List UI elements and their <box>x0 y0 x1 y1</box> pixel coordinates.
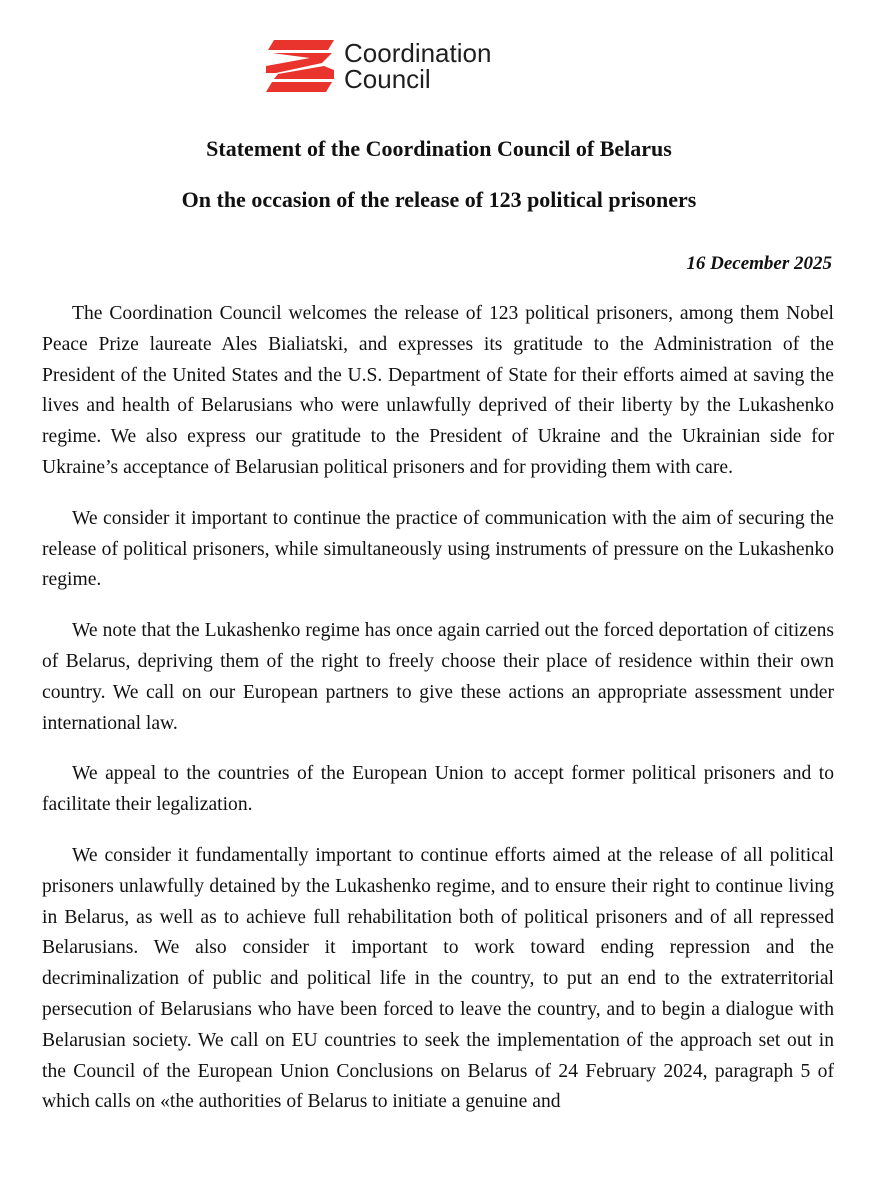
statement-subtitle: On the occasion of the release of 123 political prisoners <box>181 187 697 212</box>
paragraph-1: The Coordination Council welcomes the release of 123 political prisoners, among them Nobel Peace Prize laureate Ales Bialiatski, and expresses its gratitude to the Administration of the President of the United States and the U.S. Department of State for their efforts aimed at saving the lives and health of Belarusians who were unlawfully deprived of their liberty by the Lukashenko regime. We also express our gratitude to the President of Ukraine and the Ukrainian side for Ukraine’s acceptance of Belarusian political prisoners and for providing them with care. <box>42 303 834 478</box>
statement-body <box>42 299 834 1138</box>
paragraph-2: We consider it important to continue the practice of communication with the aim of securing the release of political prisoners, while simultaneously using instruments of pressure on the Lukashenko regime. <box>42 507 834 591</box>
statement-date: 16 December 2025 <box>686 253 832 274</box>
logo-text <box>344 40 491 92</box>
logo-line-2: Council <box>344 64 431 94</box>
logo <box>266 40 491 92</box>
coordination-council-logo-icon <box>266 40 334 92</box>
statement-title: Statement of the Coordination Council of Belarus <box>206 136 672 161</box>
paragraph-5: We consider it fundamentally important to continue efforts aimed at the release of all political prisoners unlawfully detained by the Lukashenko regime, and to ensure their right to continue living in Belarus, as well as to achieve full rehabilitation both of political prisoners and of all repressed Belarusians. We also consider it important to work toward ending repression and the decriminalization of public and political life in the country, to put an end to the extraterritorial persecution of Belarusians who have been forced to leave the country, and to begin a dialogue with Belarusian society. We call on EU countries to seek the implementation of the approach set out in the Council of the European Union Conclusions on Belarus of 24 February 2024, paragraph 5 of which calls on «the authorities of Belarus to initiate a genuine and <box>42 844 834 1113</box>
logo-line-1: Coordination <box>344 38 492 68</box>
paragraph-3: We note that the Lukashenko regime has once again carried out the forced deportation of citizens of Belarus, depriving them of the right to freely choose their place of residence within their own country. We call on our European partners to give these actions an appropriate assessment under international law. <box>42 620 834 734</box>
paragraph-4: We appeal to the countries of the European Union to accept former political prisoners and to facilitate their legalization. <box>42 763 834 816</box>
